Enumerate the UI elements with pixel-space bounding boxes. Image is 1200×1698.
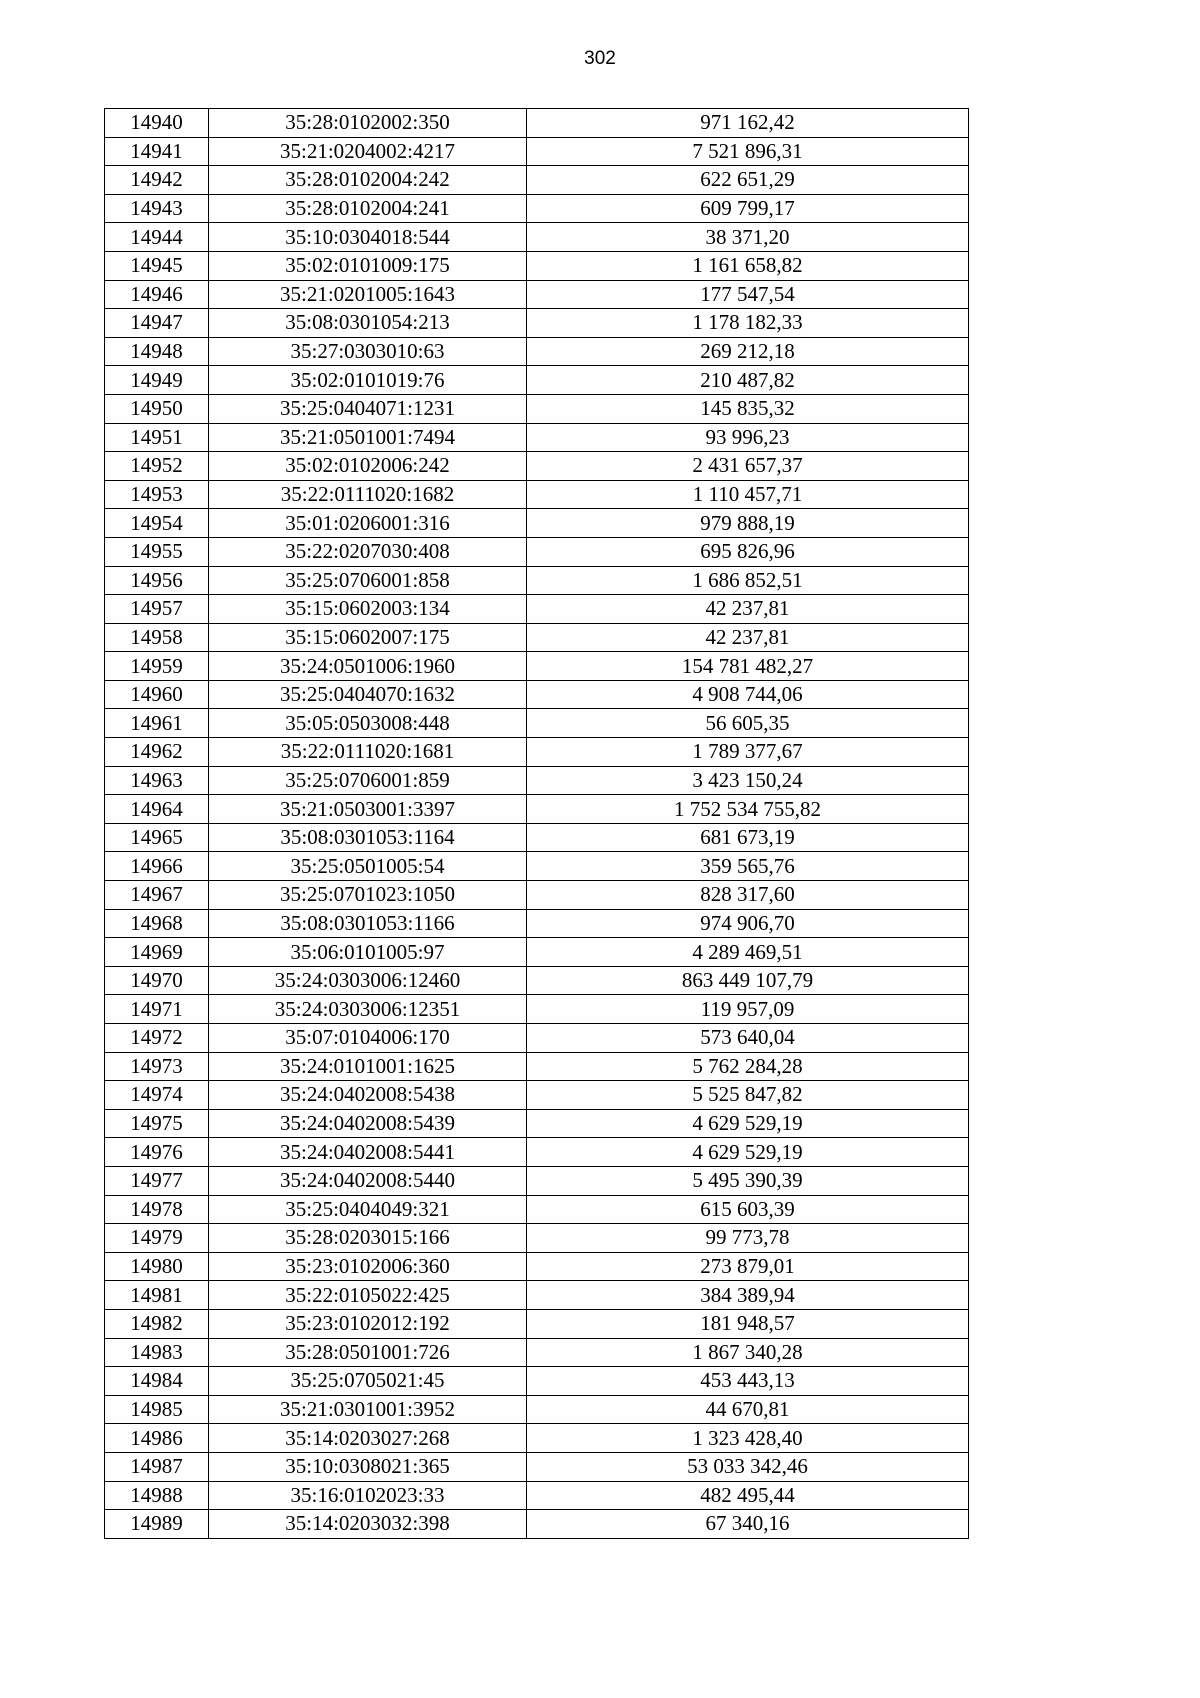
cadastral-value-cell: 38 371,20: [527, 223, 969, 252]
cadastral-number-cell: 35:05:0503008:448: [209, 709, 527, 738]
cadastral-value-cell: 359 565,76: [527, 852, 969, 881]
table-row: [105, 1224, 969, 1253]
row-number-cell: 14950: [105, 394, 209, 423]
cadastral-number-cell: 35:02:0102006:242: [209, 452, 527, 481]
cadastral-number-cell: 35:08:0301053:1164: [209, 823, 527, 852]
cadastral-value-cell: 145 835,32: [527, 394, 969, 423]
cadastral-value-cell: 4 629 529,19: [527, 1138, 969, 1167]
cadastral-value-cell: 154 781 482,27: [527, 652, 969, 681]
cadastral-value-cell: 863 449 107,79: [527, 966, 969, 995]
cadastral-value-cell: 119 957,09: [527, 995, 969, 1024]
cadastral-value-cell: 1 686 852,51: [527, 566, 969, 595]
table-row: [105, 795, 969, 824]
table-row: [105, 852, 969, 881]
cadastral-number-cell: 35:25:0404070:1632: [209, 680, 527, 709]
cadastral-value-cell: 828 317,60: [527, 881, 969, 910]
cadastral-number-cell: 35:28:0102004:242: [209, 166, 527, 195]
cadastral-number-cell: 35:08:0301053:1166: [209, 909, 527, 938]
cadastral-number-cell: 35:24:0402008:5439: [209, 1109, 527, 1138]
table-row: [105, 709, 969, 738]
cadastral-value-cell: 210 487,82: [527, 366, 969, 395]
table-row: [105, 480, 969, 509]
cadastral-number-cell: 35:25:0706001:859: [209, 766, 527, 795]
table-row: [105, 1252, 969, 1281]
row-number-cell: 14983: [105, 1338, 209, 1367]
row-number-cell: 14968: [105, 909, 209, 938]
table-row: [105, 1424, 969, 1453]
cadastral-value-cell: 482 495,44: [527, 1481, 969, 1510]
cadastral-number-cell: 35:10:0308021:365: [209, 1452, 527, 1481]
cadastral-value-cell: 695 826,96: [527, 537, 969, 566]
cadastral-number-cell: 35:06:0101005:97: [209, 938, 527, 967]
row-number-cell: 14941: [105, 137, 209, 166]
cadastral-value-cell: 1 161 658,82: [527, 251, 969, 280]
cadastral-number-cell: 35:23:0102012:192: [209, 1309, 527, 1338]
row-number-cell: 14984: [105, 1367, 209, 1396]
cadastral-value-cell: 979 888,19: [527, 509, 969, 538]
cadastral-number-cell: 35:08:0301054:213: [209, 309, 527, 338]
row-number-cell: 14945: [105, 251, 209, 280]
row-number-cell: 14961: [105, 709, 209, 738]
row-number-cell: 14989: [105, 1510, 209, 1539]
row-number-cell: 14980: [105, 1252, 209, 1281]
table-row: [105, 394, 969, 423]
row-number-cell: 14981: [105, 1281, 209, 1310]
table-row: [105, 766, 969, 795]
table-row: [105, 1338, 969, 1367]
row-number-cell: 14962: [105, 738, 209, 767]
row-number-cell: 14958: [105, 623, 209, 652]
cadastral-number-cell: 35:24:0101001:1625: [209, 1052, 527, 1081]
table-row: [105, 137, 969, 166]
cadastral-value-cell: 971 162,42: [527, 109, 969, 138]
cadastral-value-cell: 5 762 284,28: [527, 1052, 969, 1081]
cadastral-number-cell: 35:25:0705021:45: [209, 1367, 527, 1396]
table-body: [105, 109, 969, 1539]
cadastral-number-cell: 35:21:0201005:1643: [209, 280, 527, 309]
table-row: [105, 309, 969, 338]
cadastral-value-cell: 681 673,19: [527, 823, 969, 852]
cadastral-number-cell: 35:24:0402008:5440: [209, 1166, 527, 1195]
cadastral-value-cell: 622 651,29: [527, 166, 969, 195]
row-number-cell: 14949: [105, 366, 209, 395]
cadastral-number-cell: 35:02:0101009:175: [209, 251, 527, 280]
table-row: [105, 1138, 969, 1167]
table-row: [105, 223, 969, 252]
row-number-cell: 14957: [105, 595, 209, 624]
row-number-cell: 14967: [105, 881, 209, 910]
table-row: [105, 566, 969, 595]
table-row: [105, 1395, 969, 1424]
row-number-cell: 14952: [105, 452, 209, 481]
table-row: [105, 995, 969, 1024]
cadastral-value-cell: 67 340,16: [527, 1510, 969, 1539]
cadastral-value-cell: 42 237,81: [527, 595, 969, 624]
row-number-cell: 14944: [105, 223, 209, 252]
cadastral-value-cell: 384 389,94: [527, 1281, 969, 1310]
row-number-cell: 14970: [105, 966, 209, 995]
cadastral-value-table: [104, 108, 969, 1539]
table-row: [105, 1109, 969, 1138]
table-row: [105, 1166, 969, 1195]
table-row: [105, 452, 969, 481]
table-row: [105, 823, 969, 852]
table-row: [105, 909, 969, 938]
cadastral-number-cell: 35:25:0501005:54: [209, 852, 527, 881]
cadastral-value-cell: 1 110 457,71: [527, 480, 969, 509]
table-row: [105, 509, 969, 538]
cadastral-value-cell: 7 521 896,31: [527, 137, 969, 166]
table-row: [105, 738, 969, 767]
cadastral-value-cell: 93 996,23: [527, 423, 969, 452]
row-number-cell: 14953: [105, 480, 209, 509]
cadastral-number-cell: 35:24:0402008:5438: [209, 1081, 527, 1110]
cadastral-number-cell: 35:27:0303010:63: [209, 337, 527, 366]
table-row: [105, 938, 969, 967]
cadastral-number-cell: 35:24:0303006:12351: [209, 995, 527, 1024]
cadastral-number-cell: 35:25:0706001:858: [209, 566, 527, 595]
cadastral-value-cell: 44 670,81: [527, 1395, 969, 1424]
row-number-cell: 14959: [105, 652, 209, 681]
cadastral-number-cell: 35:25:0404071:1231: [209, 394, 527, 423]
cadastral-value-cell: 177 547,54: [527, 280, 969, 309]
table-row: [105, 251, 969, 280]
row-number-cell: 14974: [105, 1081, 209, 1110]
table-row: [105, 966, 969, 995]
cadastral-value-cell: 53 033 342,46: [527, 1452, 969, 1481]
cadastral-value-cell: 269 212,18: [527, 337, 969, 366]
cadastral-value-cell: 5 525 847,82: [527, 1081, 969, 1110]
cadastral-value-cell: 453 443,13: [527, 1367, 969, 1396]
cadastral-number-cell: 35:07:0104006:170: [209, 1024, 527, 1053]
row-number-cell: 14963: [105, 766, 209, 795]
row-number-cell: 14973: [105, 1052, 209, 1081]
page-number: 302: [584, 48, 616, 69]
cadastral-value-cell: 99 773,78: [527, 1224, 969, 1253]
cadastral-number-cell: 35:24:0402008:5441: [209, 1138, 527, 1167]
table-row: [105, 337, 969, 366]
cadastral-value-cell: 56 605,35: [527, 709, 969, 738]
cadastral-value-cell: 4 629 529,19: [527, 1109, 969, 1138]
table-row: [105, 423, 969, 452]
row-number-cell: 14948: [105, 337, 209, 366]
cadastral-value-cell: 3 423 150,24: [527, 766, 969, 795]
cadastral-value-cell: 42 237,81: [527, 623, 969, 652]
table-row: [105, 1452, 969, 1481]
row-number-cell: 14947: [105, 309, 209, 338]
row-number-cell: 14988: [105, 1481, 209, 1510]
table-row: [105, 1195, 969, 1224]
cadastral-number-cell: 35:28:0203015:166: [209, 1224, 527, 1253]
row-number-cell: 14940: [105, 109, 209, 138]
cadastral-value-cell: 4 289 469,51: [527, 938, 969, 967]
cadastral-number-cell: 35:02:0101019:76: [209, 366, 527, 395]
table-row: [105, 1367, 969, 1396]
cadastral-value-cell: 573 640,04: [527, 1024, 969, 1053]
cadastral-number-cell: 35:21:0301001:3952: [209, 1395, 527, 1424]
row-number-cell: 14946: [105, 280, 209, 309]
row-number-cell: 14966: [105, 852, 209, 881]
table-row: [105, 680, 969, 709]
cadastral-value-cell: 4 908 744,06: [527, 680, 969, 709]
row-number-cell: 14965: [105, 823, 209, 852]
cadastral-number-cell: 35:22:0207030:408: [209, 537, 527, 566]
row-number-cell: 14969: [105, 938, 209, 967]
table-row: [105, 1510, 969, 1539]
table-row: [105, 881, 969, 910]
row-number-cell: 14954: [105, 509, 209, 538]
row-number-cell: 14975: [105, 1109, 209, 1138]
table-row: [105, 623, 969, 652]
cadastral-value-cell: 609 799,17: [527, 194, 969, 223]
table-row: [105, 166, 969, 195]
cadastral-value-cell: 1 752 534 755,82: [527, 795, 969, 824]
cadastral-number-cell: 35:10:0304018:544: [209, 223, 527, 252]
cadastral-value-cell: 1 323 428,40: [527, 1424, 969, 1453]
cadastral-number-cell: 35:01:0206001:316: [209, 509, 527, 538]
row-number-cell: 14956: [105, 566, 209, 595]
cadastral-number-cell: 35:14:0203027:268: [209, 1424, 527, 1453]
cadastral-value-cell: 273 879,01: [527, 1252, 969, 1281]
table-row: [105, 194, 969, 223]
cadastral-number-cell: 35:21:0503001:3397: [209, 795, 527, 824]
table-row: [105, 652, 969, 681]
table-row: [105, 1052, 969, 1081]
row-number-cell: 14982: [105, 1309, 209, 1338]
row-number-cell: 14977: [105, 1166, 209, 1195]
table-row: [105, 1309, 969, 1338]
table-row: [105, 1024, 969, 1053]
cadastral-number-cell: 35:21:0204002:4217: [209, 137, 527, 166]
cadastral-value-cell: 5 495 390,39: [527, 1166, 969, 1195]
table-row: [105, 1081, 969, 1110]
cadastral-value-cell: 1 867 340,28: [527, 1338, 969, 1367]
cadastral-value-cell: 615 603,39: [527, 1195, 969, 1224]
table-row: [105, 595, 969, 624]
cadastral-number-cell: 35:28:0501001:726: [209, 1338, 527, 1367]
row-number-cell: 14972: [105, 1024, 209, 1053]
cadastral-number-cell: 35:15:0602003:134: [209, 595, 527, 624]
row-number-cell: 14943: [105, 194, 209, 223]
cadastral-number-cell: 35:22:0111020:1682: [209, 480, 527, 509]
cadastral-number-cell: 35:15:0602007:175: [209, 623, 527, 652]
cadastral-number-cell: 35:25:0404049:321: [209, 1195, 527, 1224]
row-number-cell: 14986: [105, 1424, 209, 1453]
cadastral-number-cell: 35:22:0105022:425: [209, 1281, 527, 1310]
row-number-cell: 14951: [105, 423, 209, 452]
table-row: [105, 366, 969, 395]
cadastral-number-cell: 35:21:0501001:7494: [209, 423, 527, 452]
table-row: [105, 109, 969, 138]
cadastral-value-cell: 1 789 377,67: [527, 738, 969, 767]
table-row: [105, 280, 969, 309]
row-number-cell: 14976: [105, 1138, 209, 1167]
row-number-cell: 14942: [105, 166, 209, 195]
row-number-cell: 14987: [105, 1452, 209, 1481]
cadastral-number-cell: 35:16:0102023:33: [209, 1481, 527, 1510]
cadastral-number-cell: 35:28:0102004:241: [209, 194, 527, 223]
cadastral-value-cell: 181 948,57: [527, 1309, 969, 1338]
cadastral-value-cell: 1 178 182,33: [527, 309, 969, 338]
row-number-cell: 14978: [105, 1195, 209, 1224]
cadastral-number-cell: 35:24:0501006:1960: [209, 652, 527, 681]
table-row: [105, 1281, 969, 1310]
table-row: [105, 537, 969, 566]
cadastral-number-cell: 35:23:0102006:360: [209, 1252, 527, 1281]
cadastral-value-cell: 2 431 657,37: [527, 452, 969, 481]
cadastral-number-cell: 35:22:0111020:1681: [209, 738, 527, 767]
row-number-cell: 14964: [105, 795, 209, 824]
row-number-cell: 14955: [105, 537, 209, 566]
cadastral-number-cell: 35:24:0303006:12460: [209, 966, 527, 995]
cadastral-number-cell: 35:25:0701023:1050: [209, 881, 527, 910]
row-number-cell: 14960: [105, 680, 209, 709]
cadastral-number-cell: 35:14:0203032:398: [209, 1510, 527, 1539]
table-row: [105, 1481, 969, 1510]
cadastral-value-cell: 974 906,70: [527, 909, 969, 938]
cadastral-number-cell: 35:28:0102002:350: [209, 109, 527, 138]
row-number-cell: 14979: [105, 1224, 209, 1253]
row-number-cell: 14985: [105, 1395, 209, 1424]
row-number-cell: 14971: [105, 995, 209, 1024]
